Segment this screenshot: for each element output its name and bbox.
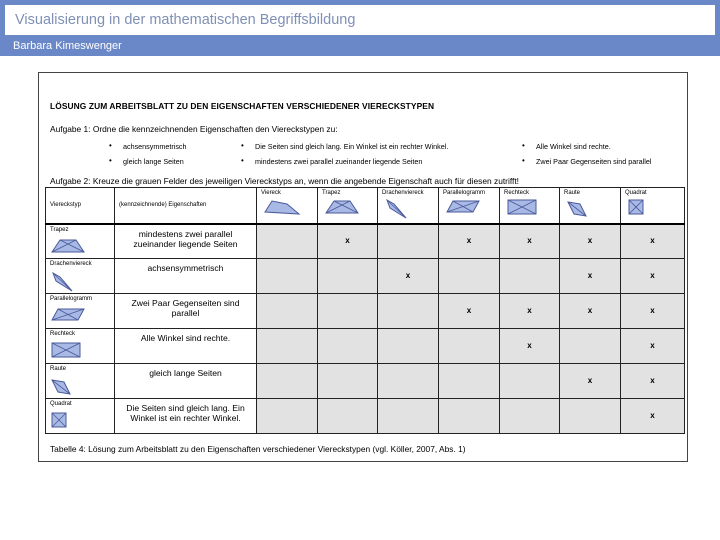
- column-header-property: (kennzeichnende) Eigenschaften: [115, 188, 257, 224]
- cross-mark: x: [527, 340, 532, 350]
- row-type-label: Drachenviereck: [50, 261, 92, 267]
- slide-title-box: [5, 5, 715, 35]
- row-type-label: Raute: [50, 366, 67, 372]
- checkbox-cell[interactable]: [378, 399, 439, 434]
- slide-author: Barbara Kimeswenger: [13, 40, 122, 52]
- checkbox-cell[interactable]: [439, 329, 500, 364]
- table-body: [46, 224, 685, 434]
- checkbox-cell[interactable]: [500, 224, 560, 259]
- checkbox-cell[interactable]: [500, 399, 560, 434]
- checkbox-cell[interactable]: [560, 399, 621, 434]
- trapezoid-icon: [324, 198, 364, 216]
- table-row: [46, 224, 685, 259]
- slide-header-bar: [0, 0, 720, 56]
- worksheet-heading: LÖSUNG ZUM ARBEITSBLATT ZU DEN EIGENSCHAFTEN VERSCHIEDENER VIERECKSTYPEN: [50, 101, 435, 111]
- column-header-label: Parallelogramm: [443, 190, 486, 196]
- row-property: Die Seiten sind gleich lang. Ein Winkel ist ein rechter Winkel.: [115, 399, 257, 434]
- cross-mark: x: [650, 305, 655, 315]
- row-property: Alle Winkel sind rechte.: [115, 329, 257, 364]
- rectangle-icon: [50, 341, 90, 363]
- checkbox-cell[interactable]: [318, 224, 378, 259]
- checkbox-cell[interactable]: [257, 294, 318, 329]
- checkbox-cell[interactable]: [257, 329, 318, 364]
- row-header: [46, 294, 115, 329]
- table-caption: Tabelle 4: Lösung zum Arbeitsblatt zu den Eigenschaften verschiedener Viereckstypen (vgl. Köller, 2007, Abs. 1): [50, 444, 466, 454]
- task1-bullet: • achsensymmetrisch: [123, 142, 187, 151]
- row-header: [46, 259, 115, 294]
- table-header-row: [46, 188, 685, 224]
- checkbox-cell[interactable]: [621, 329, 685, 364]
- cross-mark: x: [345, 235, 350, 245]
- square-icon: [50, 411, 90, 433]
- checkbox-cell[interactable]: [318, 399, 378, 434]
- rhombus-icon: [50, 376, 90, 398]
- checkbox-cell[interactable]: [378, 259, 439, 294]
- row-type-label: Parallelogramm: [50, 296, 93, 302]
- row-type-label: Quadrat: [50, 401, 72, 407]
- checkbox-cell[interactable]: [560, 294, 621, 329]
- cross-mark: x: [587, 305, 593, 315]
- column-header-quadrat: [621, 188, 685, 224]
- task1-bullet: • Alle Winkel sind rechte.: [536, 142, 611, 151]
- checkbox-cell[interactable]: [318, 259, 378, 294]
- checkbox-cell[interactable]: [621, 294, 685, 329]
- parallelogram-icon: [50, 306, 90, 328]
- kite-icon: [50, 271, 90, 293]
- row-property: mindestens zwei parallel zueinander liegende Seiten: [115, 224, 257, 259]
- checkbox-cell[interactable]: [257, 224, 318, 259]
- checkbox-cell[interactable]: [439, 364, 500, 399]
- checkbox-cell[interactable]: [318, 294, 378, 329]
- checkbox-cell[interactable]: [500, 364, 560, 399]
- cross-mark: x: [650, 235, 655, 245]
- column-header-label: Trapez: [322, 190, 341, 196]
- column-header-parallelogramm: [439, 188, 500, 224]
- checkbox-cell[interactable]: [439, 224, 500, 259]
- square-icon: [627, 198, 667, 218]
- task1-bullet: • Die Seiten sind gleich lang. Ein Winkel ist ein rechter Winkel.: [255, 142, 448, 151]
- column-header-trapez: [318, 188, 378, 224]
- cross-mark: x: [405, 270, 411, 280]
- cross-mark: x: [587, 270, 593, 280]
- column-header-label: Viereck: [261, 190, 281, 196]
- checkbox-cell[interactable]: [318, 329, 378, 364]
- table-row: [46, 259, 685, 294]
- checkbox-cell[interactable]: [439, 399, 500, 434]
- row-header: [46, 224, 115, 259]
- cross-mark: x: [466, 305, 472, 315]
- cross-mark: x: [587, 375, 593, 385]
- checkbox-cell[interactable]: [439, 259, 500, 294]
- cross-mark: x: [650, 410, 655, 420]
- task1-instruction: Aufgabe 1: Ordne die kennzeichnenden Eigenschaften den Viereckstypen zu:: [50, 124, 338, 134]
- task1-bullet: • Zwei Paar Gegenseiten sind parallel: [536, 157, 651, 166]
- column-header-label: Rechteck: [504, 190, 530, 196]
- task1-bullet: • mindestens zwei parallel zueinander liegende Seiten: [255, 157, 422, 166]
- checkbox-cell[interactable]: [257, 364, 318, 399]
- task2-instruction: Aufgabe 2: Kreuze die grauen Felder des jeweiligen Viereckstyps an, wenn die angebende Eigenschaft auch für diesen zutrifft!: [50, 176, 519, 186]
- checkbox-cell[interactable]: [439, 294, 500, 329]
- rhombus-icon: [566, 198, 606, 220]
- column-header-label: Raute: [564, 190, 581, 196]
- checkbox-cell[interactable]: [621, 259, 685, 294]
- cross-mark: x: [650, 375, 655, 385]
- checkbox-cell[interactable]: [621, 364, 685, 399]
- checkbox-cell[interactable]: [378, 224, 439, 259]
- task1-bullet: • gleich lange Seiten: [123, 157, 184, 166]
- cross-mark: x: [466, 235, 472, 245]
- checkbox-cell[interactable]: [560, 259, 621, 294]
- row-type-label: Rechteck: [50, 331, 76, 337]
- checkbox-cell[interactable]: [560, 364, 621, 399]
- table-row: [46, 294, 685, 329]
- cross-mark: x: [527, 235, 532, 245]
- checkbox-cell[interactable]: [621, 224, 685, 259]
- row-property: achsensymmetrisch: [115, 259, 257, 294]
- trapezoid-icon: [50, 237, 90, 259]
- checkbox-cell[interactable]: [378, 329, 439, 364]
- quadrilateral-icon: [263, 198, 303, 216]
- row-property: Zwei Paar Gegenseiten sind parallel: [115, 294, 257, 329]
- column-header-drachenviereck: [378, 188, 439, 224]
- row-header: [46, 329, 115, 364]
- table-row: [46, 364, 685, 399]
- kite-icon: [384, 198, 424, 220]
- column-header-rechteck: [500, 188, 560, 224]
- column-header-type: Viereckstyp: [46, 188, 115, 224]
- row-type-label: Trapez: [50, 226, 69, 233]
- checkbox-cell[interactable]: [378, 364, 439, 399]
- parallelogram-icon: [445, 198, 485, 216]
- column-header-label: Drachenviereck: [382, 190, 424, 196]
- row-property: gleich lange Seiten: [115, 364, 257, 399]
- checkbox-cell[interactable]: [560, 224, 621, 259]
- worksheet-document: [38, 72, 688, 462]
- checkbox-cell[interactable]: [560, 329, 621, 364]
- slide-title: Visualisierung in der mathematischen Begriffsbildung: [15, 12, 356, 28]
- column-header-raute: [560, 188, 621, 224]
- cross-mark: x: [587, 235, 593, 245]
- checkbox-cell[interactable]: [500, 294, 560, 329]
- column-header-viereck: [257, 188, 318, 224]
- rectangle-icon: [506, 198, 546, 216]
- table-row: [46, 399, 685, 434]
- checkbox-cell[interactable]: [378, 294, 439, 329]
- checkbox-cell[interactable]: [500, 259, 560, 294]
- cross-mark: x: [650, 340, 655, 350]
- checkbox-cell[interactable]: [621, 399, 685, 434]
- checkbox-cell[interactable]: [318, 364, 378, 399]
- row-header: [46, 364, 115, 399]
- checkbox-cell[interactable]: [257, 399, 318, 434]
- cross-mark: x: [650, 270, 655, 280]
- checkbox-cell[interactable]: [257, 259, 318, 294]
- checkbox-cell[interactable]: [500, 329, 560, 364]
- column-header-label: Quadrat: [625, 190, 647, 196]
- row-header: [46, 399, 115, 434]
- properties-table: [45, 187, 685, 434]
- table-row: [46, 329, 685, 364]
- cross-mark: x: [527, 305, 532, 315]
